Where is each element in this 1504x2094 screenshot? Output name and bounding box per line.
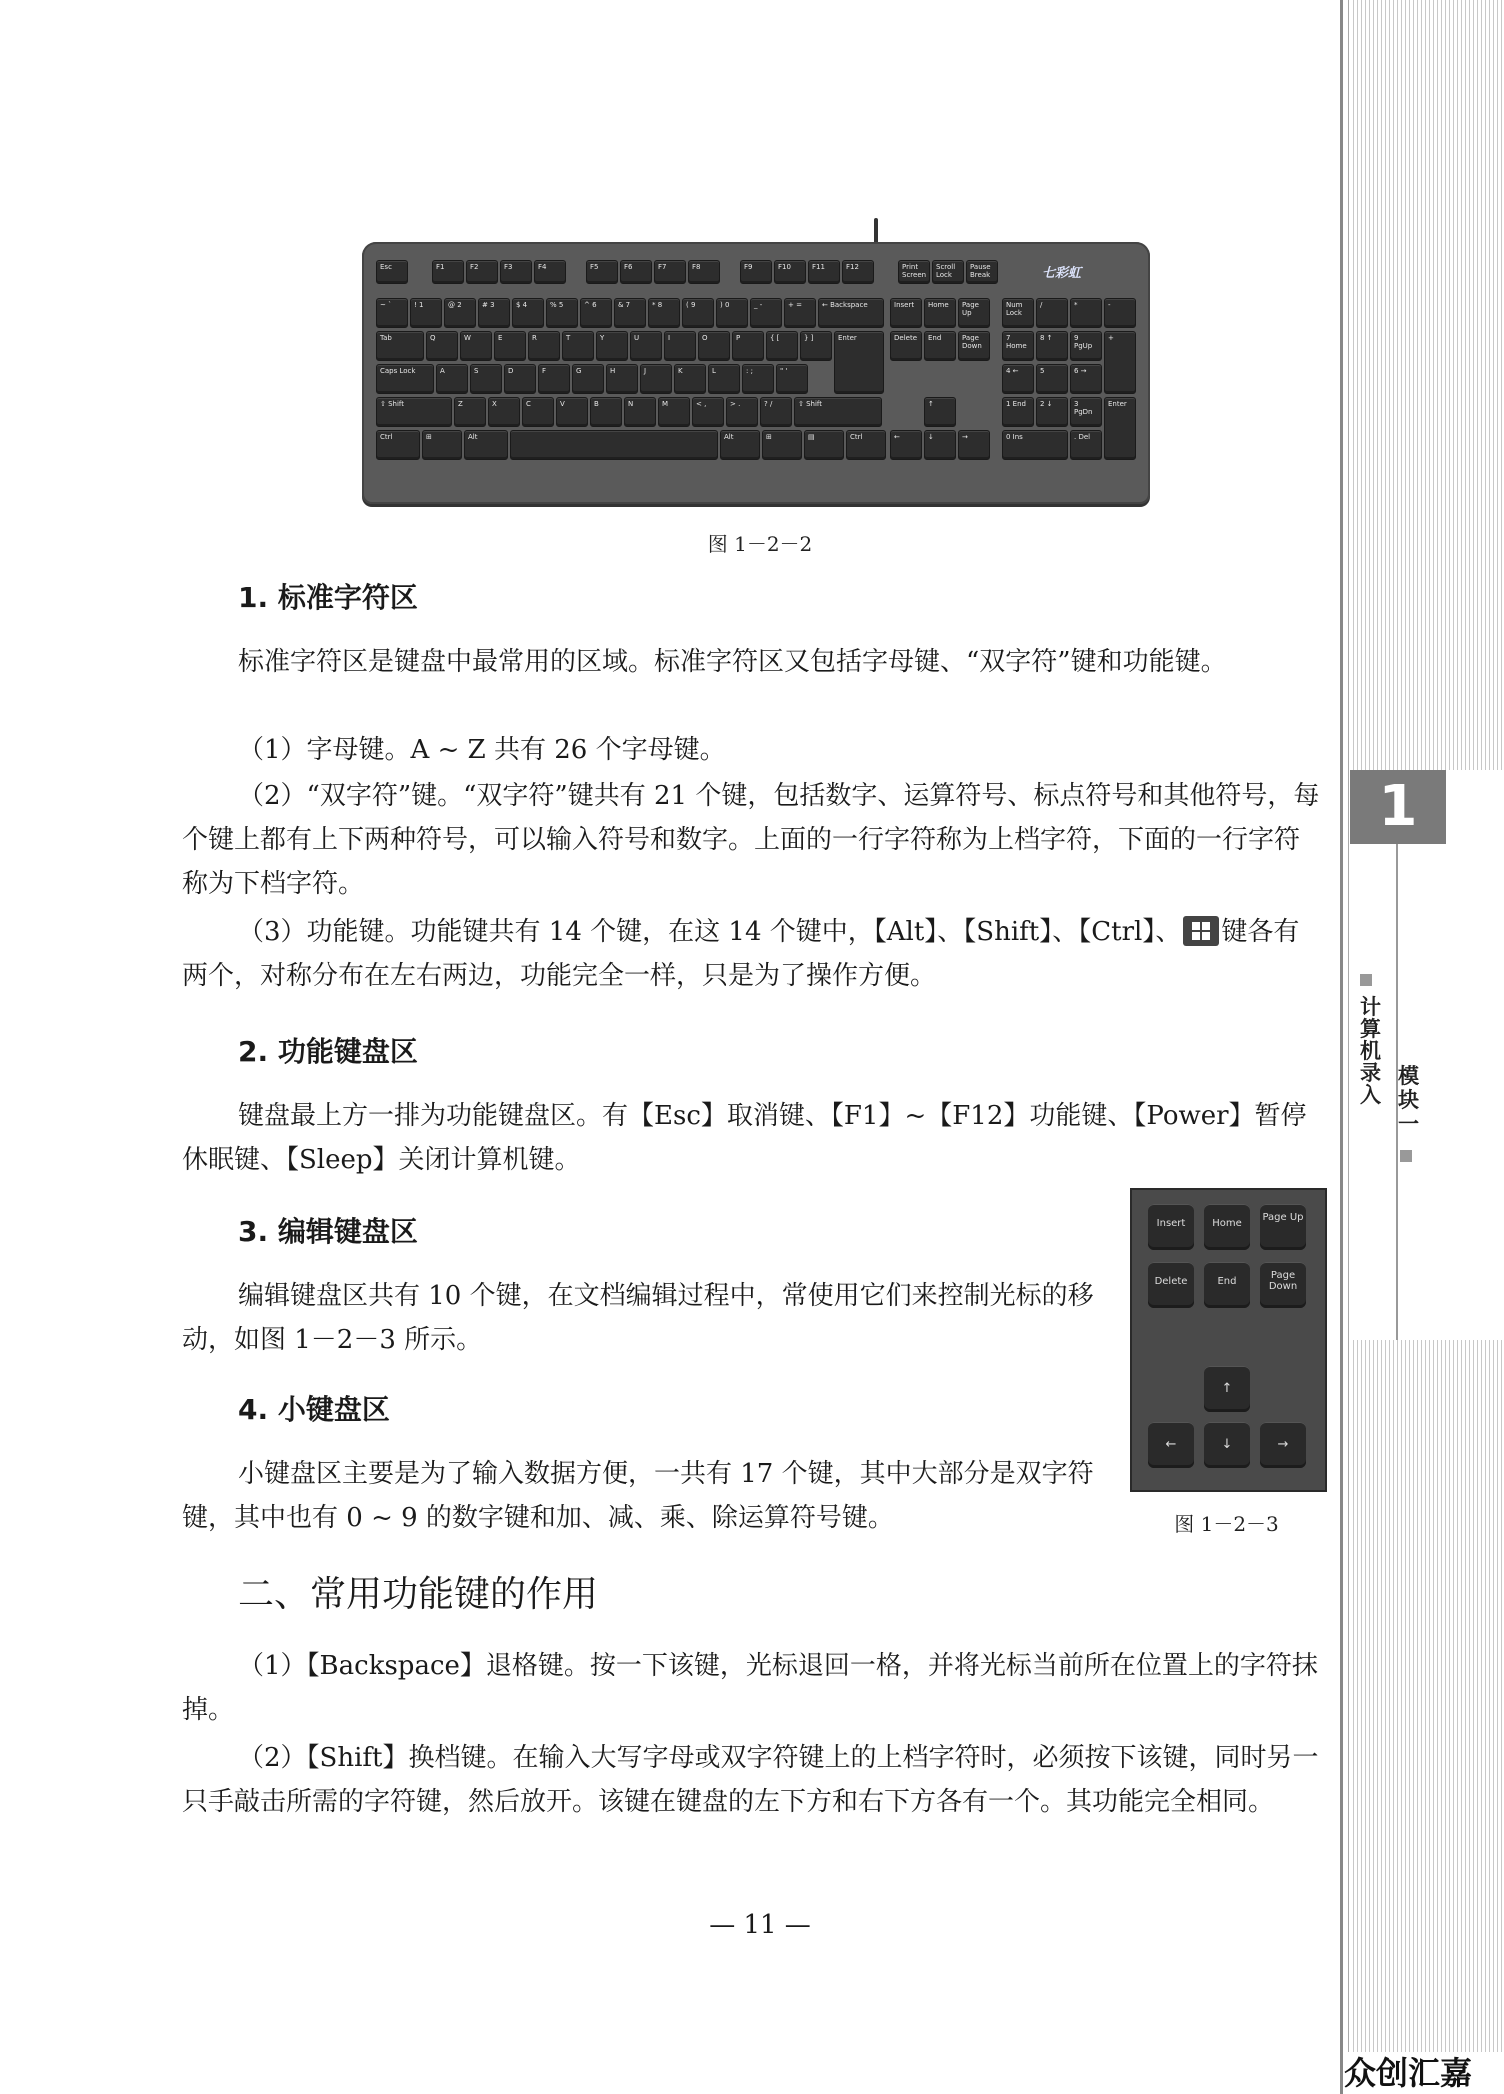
shift-row-key: C xyxy=(522,397,554,427)
side-tab-title: 计算机录入 xyxy=(1360,995,1381,1107)
numpad-key: 2 ↓ xyxy=(1036,397,1068,427)
tab-row-key: E xyxy=(494,331,526,361)
page-number: — 11 — xyxy=(709,1910,811,1940)
keyboard-figure xyxy=(362,242,1150,504)
section-heading-4: 4. 小键盘区 xyxy=(238,1393,390,1426)
side-tab-border xyxy=(1340,0,1343,2094)
function-key: F3 xyxy=(500,260,532,284)
number-row-key: * 8 xyxy=(648,298,680,328)
delete-key: Delete xyxy=(1148,1262,1194,1308)
shift-row-key: M xyxy=(658,397,690,427)
section-1-item-3-text-a: （3）功能键。功能键共有 14 个键，在这 14 个键中，【Alt】、【Shift】、【Ctrl】、 xyxy=(238,917,1182,947)
tab-row-key: T xyxy=(562,331,594,361)
number-row-key: ( 9 xyxy=(682,298,714,328)
numpad-key: 5 xyxy=(1036,364,1068,394)
caps-row-key: H xyxy=(606,364,638,394)
tab-row-key: } ] xyxy=(800,331,832,361)
side-tab-upper-stripes xyxy=(1350,0,1504,770)
function-key: F12 xyxy=(842,260,874,284)
edit-key: Page Down xyxy=(958,331,990,361)
keyboard-brand-logo: 七彩虹 xyxy=(1042,266,1082,281)
windows-key-icon xyxy=(1183,916,1219,946)
shift-row-key: V xyxy=(556,397,588,427)
arrow-up-icon: ↑ xyxy=(1204,1366,1250,1412)
number-row-key: + = xyxy=(784,298,816,328)
numpad-key: 6 → xyxy=(1070,364,1102,394)
number-row-key: ! 1 xyxy=(410,298,442,328)
function-key: F1 xyxy=(432,260,464,284)
number-row-key: @ 2 xyxy=(444,298,476,328)
side-tab-marker-bottom xyxy=(1400,1150,1412,1162)
figure-caption-1-2-3: 图 1－2－3 xyxy=(1174,1512,1279,1536)
tab-row-key: I xyxy=(664,331,696,361)
part-2-item-2: （2）【Shift】换档键。在输入大写字母或双字符键上的上档字符时，必须按下该键，同时另一只手敲击所需的字符键，然后放开。该键在键盘的左下方和右下方各有一个。其功能完全相同。 xyxy=(182,1743,1319,1817)
number-row-key: & 7 xyxy=(614,298,646,328)
edit-key: Delete xyxy=(890,331,922,361)
bottom-row-key: Alt xyxy=(464,430,508,460)
numpad-key: + xyxy=(1104,331,1136,394)
number-row-key: % 5 xyxy=(546,298,578,328)
numpad-key: - xyxy=(1104,298,1136,328)
tab-row-key: Q xyxy=(426,331,458,361)
arrow-left-icon: ← xyxy=(1148,1422,1194,1468)
tab-row-key: Y xyxy=(596,331,628,361)
numpad-key: Enter xyxy=(1104,397,1136,460)
function-key: F10 xyxy=(774,260,806,284)
section-1-item-2: （2）“双字符”键。“双字符”键共有 21 个键，包括数字、运算符号、标点符号和其他符号，每个键上都有上下两种符号，可以输入符号和数字。上面的一行字符称为上档字符，下面的一行字符称为下档字符。 xyxy=(182,781,1320,899)
page-down-key: Page Down xyxy=(1260,1262,1306,1308)
insert-key: Insert xyxy=(1148,1204,1194,1250)
function-key: F11 xyxy=(808,260,840,284)
number-row-key: ← Backspace xyxy=(818,298,884,328)
caps-row-key: L xyxy=(708,364,740,394)
edit-key: Insert xyxy=(890,298,922,328)
end-key: End xyxy=(1204,1262,1250,1308)
section-heading-2: 2. 功能键盘区 xyxy=(238,1035,418,1068)
shift-row-key: ? / xyxy=(760,397,792,427)
part-2-item-1: （1）【Backspace】退格键。按一下该键，光标退回一格，并将光标当前所在位置上的字符抹掉。 xyxy=(182,1651,1318,1725)
side-tab-border-inner xyxy=(1348,0,1349,2094)
caps-row-key: Caps Lock xyxy=(376,364,434,394)
module-number-badge: 1 xyxy=(1350,770,1446,844)
figure-caption-1-2-2: 图 1－2－2 xyxy=(707,532,813,556)
shift-row-key: < , xyxy=(692,397,724,427)
tab-row-key: { [ xyxy=(766,331,798,361)
function-key: Scroll Lock xyxy=(932,260,964,284)
number-row-key: ~ ` xyxy=(376,298,408,328)
section-4-paragraph: 小键盘区主要是为了输入数据方便，一共有 17 个键，其中大部分是双字符键，其中也有 0 ~ 9 的数字键和加、减、乘、除运算符号键。 xyxy=(182,1459,1094,1533)
tab-row-key: O xyxy=(698,331,730,361)
caps-row-key: : ; xyxy=(742,364,774,394)
shift-row-key: ⇧ Shift xyxy=(376,397,452,427)
edit-key: End xyxy=(924,331,956,361)
section-3-paragraph: 编辑键盘区共有 10 个键，在文档编辑过程中，常使用它们来控制光标的移动，如图 1－2－3 所示。 xyxy=(182,1281,1094,1355)
side-tab-module: 模块一 xyxy=(1398,1064,1419,1136)
part-2-heading: 二、常用功能键的作用 xyxy=(238,1574,599,1615)
section-1-item-3-text-b: 键各有两个，对称分布在左右两边，功能完全一样，只是为了操作方便。 xyxy=(182,917,1300,991)
shift-row-key: N xyxy=(624,397,656,427)
numpad-key: Num Lock xyxy=(1002,298,1034,328)
function-key: F4 xyxy=(534,260,566,284)
numpad-key: / xyxy=(1036,298,1068,328)
section-heading-1: 1. 标准字符区 xyxy=(238,581,418,614)
function-key: F9 xyxy=(740,260,772,284)
side-tab xyxy=(1338,0,1504,2094)
caps-row-key: F xyxy=(538,364,570,394)
caps-row-key: D xyxy=(504,364,536,394)
page-up-key: Page Up xyxy=(1260,1204,1306,1250)
number-row-key: ^ 6 xyxy=(580,298,612,328)
numpad-key: 7 Home xyxy=(1002,331,1034,361)
shift-row-key: X xyxy=(488,397,520,427)
numpad-key: 1 End xyxy=(1002,397,1034,427)
tab-row-key: U xyxy=(630,331,662,361)
function-key: Pause Break xyxy=(966,260,998,284)
number-row-key: _ - xyxy=(750,298,782,328)
shift-row-key: B xyxy=(590,397,622,427)
caps-row-key: G xyxy=(572,364,604,394)
function-key: F6 xyxy=(620,260,652,284)
numpad-key: 3 PgDn xyxy=(1070,397,1102,427)
function-key: F2 xyxy=(466,260,498,284)
caps-row-key: K xyxy=(674,364,706,394)
function-key: F7 xyxy=(654,260,686,284)
arrow-down-icon: ↓ xyxy=(1204,1422,1250,1468)
section-heading-3: 3. 编辑键盘区 xyxy=(238,1215,418,1248)
space-bar xyxy=(510,430,718,460)
tab-row-key: R xyxy=(528,331,560,361)
numpad-key: 0 Ins xyxy=(1002,430,1068,460)
function-key: Esc xyxy=(376,260,408,284)
function-key: Print Screen xyxy=(898,260,930,284)
caps-row-key: S xyxy=(470,364,502,394)
numpad-key: 4 ← xyxy=(1002,364,1034,394)
edit-key: Page Up xyxy=(958,298,990,328)
side-tab-marker-top xyxy=(1360,974,1372,986)
shift-row-key: Z xyxy=(454,397,486,427)
side-tab-lower-stripes xyxy=(1350,1340,1504,2094)
number-row-key: # 3 xyxy=(478,298,510,328)
function-key: F8 xyxy=(688,260,720,284)
caps-row-key: J xyxy=(640,364,672,394)
section-1-item-3 xyxy=(182,910,1322,998)
arrow-key: ↓ xyxy=(924,430,956,460)
tab-row-key: P xyxy=(732,331,764,361)
shift-row-key: ⇧ Shift xyxy=(794,397,882,427)
bottom-row-key: ⊞ xyxy=(762,430,802,460)
numpad-key: 8 ↑ xyxy=(1036,331,1068,361)
caps-row-key: " ' xyxy=(776,364,808,394)
number-row-key: $ 4 xyxy=(512,298,544,328)
bottom-row-key: Alt xyxy=(720,430,760,460)
arrow-key: → xyxy=(958,430,990,460)
number-row-key: ) 0 xyxy=(716,298,748,328)
tab-row-key: Enter xyxy=(834,331,884,394)
bottom-row-key: ⊞ xyxy=(422,430,462,460)
arrow-key: ← xyxy=(890,430,922,460)
bottom-row-key: ▤ xyxy=(804,430,844,460)
arrow-key: ↑ xyxy=(924,397,956,427)
tab-row-key: W xyxy=(460,331,492,361)
numpad-key: . Del xyxy=(1070,430,1102,460)
tab-row-key: Tab xyxy=(376,331,424,361)
function-key: F5 xyxy=(586,260,618,284)
section-1-item-1: （1）字母键。A ~ Z 共有 26 个字母键。 xyxy=(238,735,726,765)
numpad-key: 9 PgUp xyxy=(1070,331,1102,361)
shift-row-key: > . xyxy=(726,397,758,427)
bottom-row-key: Ctrl xyxy=(846,430,886,460)
home-key: Home xyxy=(1204,1204,1250,1250)
edit-key: Home xyxy=(924,298,956,328)
section-2-paragraph: 键盘最上方一排为功能键盘区。有【Esc】取消键、【F1】~【F12】功能键、【Power】暂停休眠键、【Sleep】关闭计算机键。 xyxy=(182,1101,1307,1175)
edit-keys-figure xyxy=(1130,1188,1327,1492)
numpad-key: * xyxy=(1070,298,1102,328)
watermark: 众创汇嘉 xyxy=(1344,2052,1502,2094)
bottom-row-key: Ctrl xyxy=(376,430,420,460)
section-1-paragraph: 标准字符区是键盘中最常用的区域。标准字符区又包括字母键、“双字符”键和功能键。 xyxy=(238,647,1227,677)
arrow-right-icon: → xyxy=(1260,1422,1306,1468)
caps-row-key: A xyxy=(436,364,468,394)
